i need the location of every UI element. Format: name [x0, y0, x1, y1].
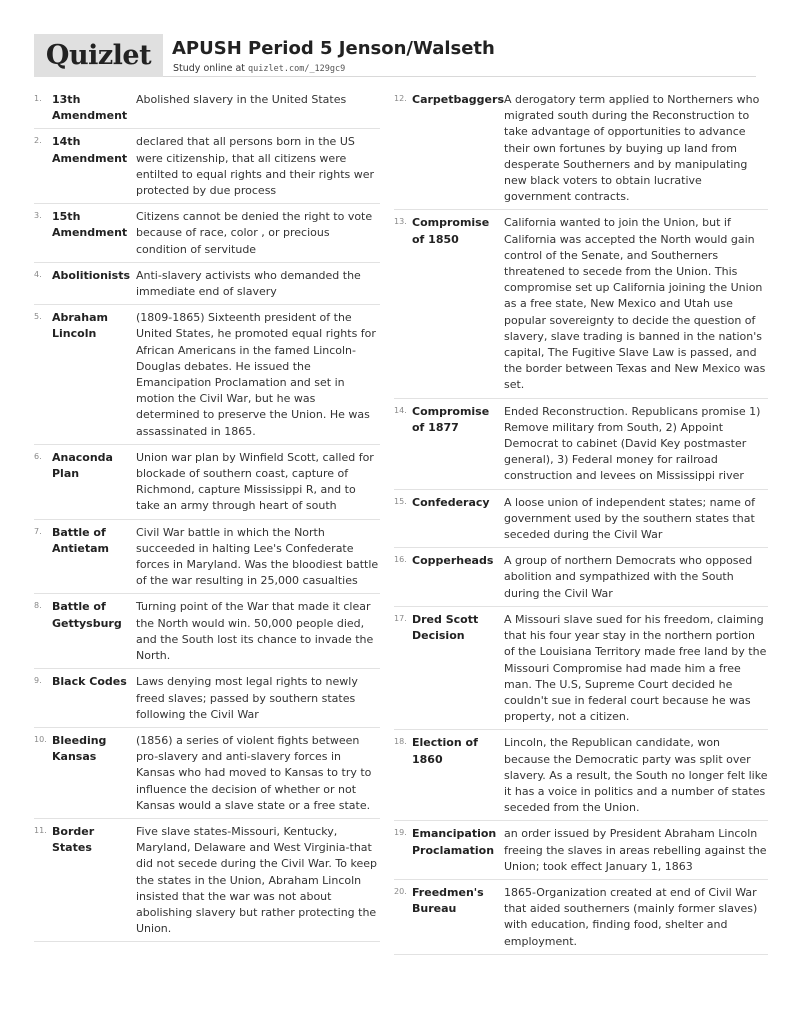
card-number: 19.	[394, 828, 407, 838]
card-definition: California wanted to join the Union, but if California was accepted the North would gain control of the Senate, and Southerners threatened to secede from the Union. This compromise set up California joining the Union as a free state, New Mexico and Utah use popular sovereignty to decide the question of slavery, slave trading is banned in the nation's capital, The Fugitive Slave Law is passed, and the border between Texas and New Mexico was set.	[504, 216, 766, 392]
card-term: Abolitionists	[52, 268, 131, 282]
card-term: Copperheads	[412, 554, 494, 568]
card-number: 4.	[34, 269, 42, 279]
card-definition: 1865-Organization created at end of Civil War that aided southerners (mainly former slaves) with education, finding food, shelter and employment.	[504, 885, 758, 948]
card-definition: Laws denying most legal rights to newly freed slaves; passed by southern states following the Civil War	[136, 675, 358, 721]
flashcard-row	[34, 520, 380, 595]
card-definition: Citizens cannot be denied the right to vote because of race, color , or precious condition of servitude	[136, 210, 373, 256]
flashcard-row	[394, 87, 768, 210]
card-definition: A Missouri slave sued for his freedom, claiming that his four year stay in the northern portion of the Louisiana Territory made free land by the Missouri Compromise had made him a free man. The U.S, Supreme Court decided he couldn't sue in federal court because he was property, not a citizen.	[504, 612, 767, 724]
card-number: 13.	[394, 217, 407, 227]
card-number: 9.	[34, 676, 42, 686]
flashcard-row	[394, 399, 768, 490]
flashcard-row	[394, 210, 768, 398]
card-definition: declared that all persons born in the US were citizenship, that all citizens were entilted to equal rights and their rights wer protected by due process	[136, 135, 375, 198]
flashcard-row	[394, 880, 768, 955]
study-online-label: Study online at	[173, 63, 245, 74]
card-definition: an order issued by President Abraham Lincoln freeing the slaves in areas rebelling against the Union; took effect January 1, 1863	[504, 827, 767, 873]
study-online-line	[173, 63, 345, 74]
card-term: Battle of Gettysburg	[52, 600, 122, 630]
card-number: 2.	[34, 136, 42, 146]
page-header	[34, 34, 756, 77]
card-number: 7.	[34, 526, 42, 536]
flashcard-row	[394, 821, 768, 880]
card-definition: Ended Reconstruction. Republicans promise 1) Remove military from South, 2) Appoint Democrat to cabinet (David Key postmaster general), 3) Federal money for railroad construction and levees on Mississippi river	[504, 404, 761, 483]
card-term: Abraham Lincoln	[52, 311, 108, 341]
flashcard-row	[34, 819, 380, 942]
flashcard-row	[34, 305, 380, 445]
card-definition: (1809-1865) Sixteenth president of the United States, he promoted equal rights for African Americans in the famed Lincoln- Douglas debates. He issued the Emancipation Proclamation and set in motion the Civil War, but he was determined to preserve the Union. He was assassinated in 1865.	[136, 311, 376, 438]
card-definition: (1856) a series of violent fights between pro-slavery and anti-slavery forces in Kansas who had moved to Kansas to try to influence the decision of whether or not Kansas would a slave state or a free state.	[136, 733, 372, 812]
page-title: APUSH Period 5 Jenson/Walseth	[172, 38, 495, 59]
flashcard-row	[394, 490, 768, 549]
flashcard-row	[394, 730, 768, 821]
card-number: 20.	[394, 886, 407, 896]
card-number: 18.	[394, 737, 407, 747]
flashcard-row	[34, 263, 380, 305]
card-definition: Civil War battle in which the North succeeded in halting Lee's Confederate forces in Maryland. Was the bloodiest battle of the war resulting in 25,000 casualties	[136, 525, 379, 588]
flashcard-row	[34, 129, 380, 204]
card-number: 8.	[34, 601, 42, 611]
card-term: Black Codes	[52, 675, 127, 689]
right-card-column	[394, 87, 768, 955]
flashcard-row	[34, 728, 380, 819]
card-number: 5.	[34, 312, 42, 322]
card-number: 11.	[34, 825, 47, 835]
card-definition: A group of northern Democrats who opposed abolition and sympathized with the South during the Civil War	[504, 554, 753, 600]
study-url-link[interactable]: quizlet.com/_129gc9	[248, 64, 346, 74]
card-number: 10.	[34, 734, 47, 744]
card-term: Border States	[52, 824, 95, 855]
card-term: Confederacy	[412, 495, 490, 509]
card-term: Compromise of 1877	[412, 404, 490, 434]
card-definition: A derogatory term applied to Northerners who migrated south during the Reconstruction to take advantage of opportunities to advance their own fortunes by buying up land from desperate Southerners and by manipulating new black voters to obtain lucrative government contracts.	[504, 93, 760, 204]
card-term: 13th Amendment	[52, 93, 128, 123]
card-term: Anaconda Plan	[52, 450, 113, 481]
card-term: Battle of Antietam	[52, 525, 109, 555]
card-definition: Lincoln, the Republican candidate, won because the Democratic party was split over slavery. As a result, the South no longer felt like it has a voice in politics and a number of states seceded from the Union.	[504, 736, 768, 815]
card-number: 14.	[394, 405, 407, 415]
card-term: Bleeding Kansas	[52, 733, 107, 764]
card-number: 3.	[34, 211, 42, 221]
card-definition: Five slave states-Missouri, Kentucky, Maryland, Delaware and West Virginia-that did not secede during the Civil War. To keep the states in the Union, Abraham Lincoln insisted that the war was not about abolishing slavery but rather protecting the Union.	[136, 824, 377, 936]
card-number: 1.	[34, 94, 42, 103]
card-term: Emancipation Proclamation	[412, 827, 497, 857]
card-number: 12.	[394, 94, 407, 103]
card-definition: Abolished slavery in the United States	[136, 93, 347, 106]
card-number: 15.	[394, 496, 407, 506]
flashcard-row	[34, 204, 380, 263]
card-number: 6.	[34, 451, 42, 461]
flashcard-row	[394, 548, 768, 607]
flashcard-row	[34, 669, 380, 728]
card-definition: Anti-slavery activists who demanded the immediate end of slavery	[136, 268, 361, 299]
card-definition: A loose union of independent states; name of government used by the southern states that seceded during the Civil War	[504, 495, 755, 542]
card-number: 16.	[394, 555, 407, 565]
flashcard-row	[34, 87, 380, 129]
card-term: 14th Amendment	[52, 135, 128, 165]
flashcard-row	[34, 594, 380, 669]
card-term: 15th Amendment	[52, 210, 128, 240]
left-card-column	[34, 87, 380, 942]
card-number: 17.	[394, 613, 407, 623]
flashcard-row	[34, 445, 380, 520]
card-term: Dred Scott Decision	[412, 612, 479, 643]
card-definition: Turning point of the War that made it clear the North would win. 50,000 people died, and the South lost its chance to invade the North.	[136, 600, 374, 663]
card-term: Carpetbaggers	[412, 93, 504, 106]
card-term: Freedmen's Bureau	[412, 885, 484, 916]
card-term: Election of 1860	[412, 736, 478, 766]
card-term: Compromise of 1850	[412, 216, 490, 246]
quizlet-logo[interactable]: Quizlet	[34, 34, 163, 77]
card-definition: Union war plan by Winfield Scott, called for blockade of southern coast, capture of Richmond, capture Mississippi R, and to take an army through heart of south	[136, 450, 374, 513]
flashcard-row	[394, 607, 768, 730]
